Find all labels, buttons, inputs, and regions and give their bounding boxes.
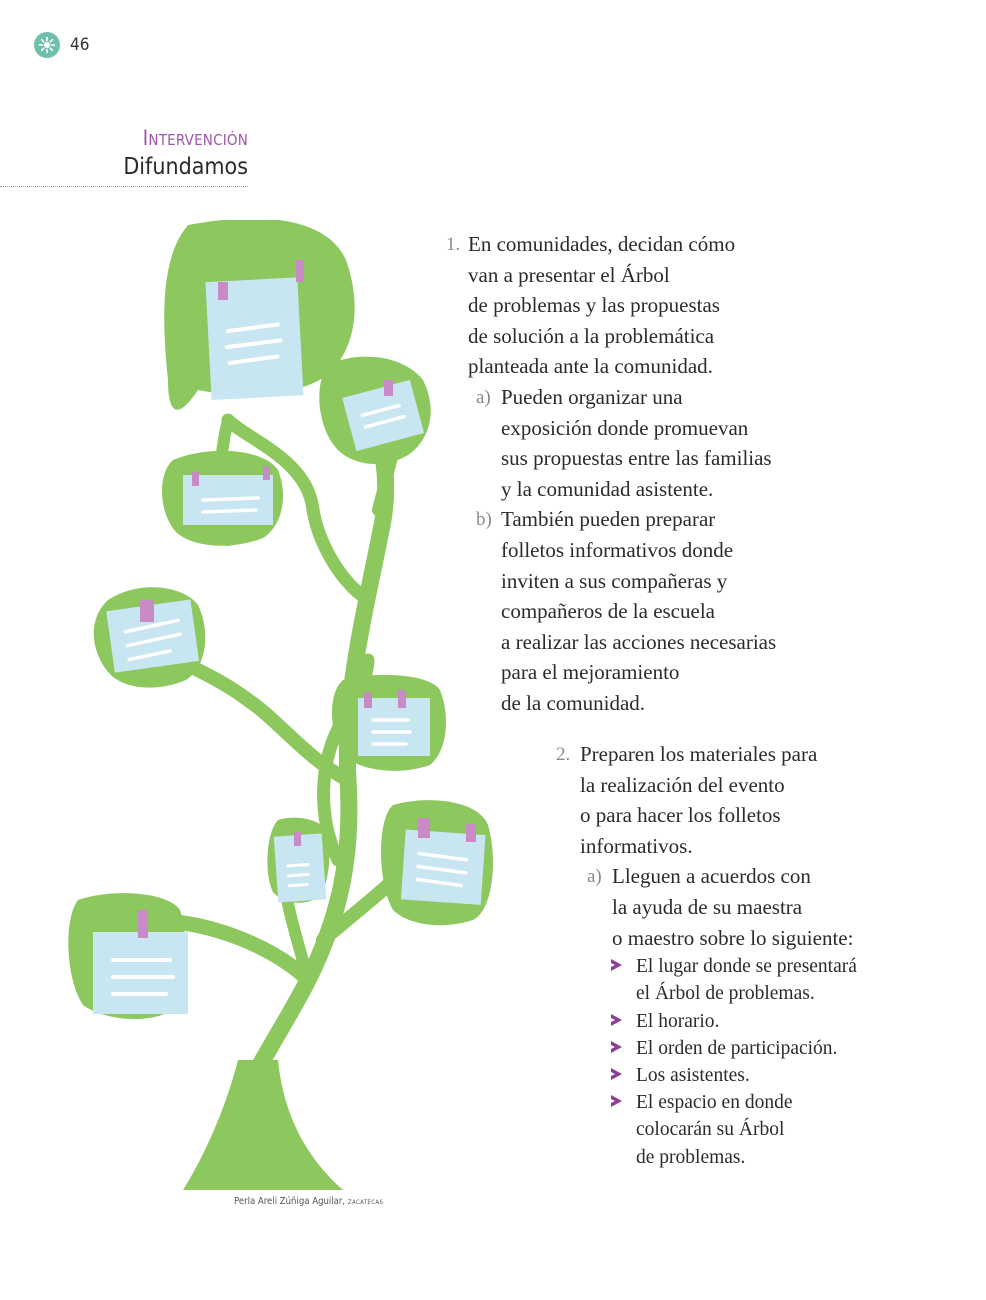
- sub-item-line: a realizar las acciones necesarias: [501, 629, 777, 654]
- list-item-line: El espacio en donde: [636, 1092, 793, 1114]
- sub-item-line: de la comunidad.: [501, 690, 646, 715]
- sub-item-line: la ayuda de su maestra: [612, 894, 803, 919]
- sub-item-line: Pueden organizar una: [501, 384, 683, 409]
- item-text-line: Preparen los materiales para: [580, 742, 818, 766]
- sub-item-line: para el mejoramiento: [501, 660, 680, 685]
- sub-item-letter: a): [587, 866, 602, 888]
- tree-illustration: [68, 220, 498, 1195]
- sub-item-line: o maestro sobre lo siguiente:: [612, 925, 854, 950]
- sub-item-line: compañeros de la escuela: [501, 599, 715, 624]
- item-number: 2.: [556, 744, 571, 765]
- sub-item-a: [587, 861, 857, 1170]
- list-item: [636, 953, 857, 1007]
- item-text-line: informativos.: [580, 833, 693, 858]
- sub-item-letter: a): [476, 386, 491, 408]
- sub-item-line: inviten a sus compañeras y: [501, 568, 728, 593]
- arrow-bullet-icon: [611, 1095, 622, 1107]
- list-item-line: de problemas.: [636, 1146, 746, 1168]
- list-item: [636, 1089, 857, 1171]
- page-number: 46: [70, 35, 90, 55]
- list-item-line: colocarán su Árbol: [636, 1119, 785, 1141]
- list-item-line: el Árbol de problemas.: [636, 983, 815, 1005]
- agreement-list: [636, 953, 857, 1171]
- sub-item-line: y la comunidad asistente.: [501, 476, 714, 501]
- section-heading: [0, 124, 248, 187]
- compass-icon: [34, 32, 60, 58]
- list-item: [636, 1008, 857, 1035]
- section-kicker: Intervención: [142, 126, 248, 150]
- list-item-line: El orden de participación.: [636, 1037, 838, 1059]
- list-item: [636, 1062, 857, 1089]
- list-item-line: El horario.: [636, 1010, 720, 1032]
- item-text-line: la realización del evento: [580, 772, 785, 797]
- sub-item-a: [476, 382, 776, 504]
- list-item: [636, 1035, 857, 1062]
- sub-item-line: folletos informativos donde: [501, 537, 734, 562]
- arrow-bullet-icon: [611, 1068, 622, 1080]
- list-item-line: Los asistentes.: [636, 1064, 750, 1086]
- illustration-credit: [234, 1196, 383, 1207]
- arrow-bullet-icon: [611, 1014, 622, 1026]
- arrow-bullet-icon: [611, 1041, 622, 1053]
- activity-item-2: [556, 739, 857, 1171]
- item-text-line: planteada ante la comunidad.: [468, 354, 713, 379]
- list-item-line: El lugar donde se presentará: [636, 956, 857, 978]
- sub-item-line: sus propuestas entre las familias: [501, 446, 772, 471]
- item-text-line: En comunidades, decidan cómo: [468, 232, 736, 256]
- sub-item-letter: b): [476, 509, 492, 531]
- arrow-bullet-icon: [611, 959, 622, 971]
- item-text-line: de solución a la problemática: [468, 323, 715, 348]
- item-number: 1.: [446, 234, 461, 255]
- item-text-line: van a presentar el Árbol: [468, 262, 670, 287]
- item-text-line: de problemas y las propuestas: [468, 293, 720, 318]
- credit-author: Perla Areli Zúñiga Aguilar,: [234, 1196, 346, 1207]
- sub-item-line: exposición donde promuevan: [501, 415, 749, 440]
- sub-item-b: [476, 504, 777, 718]
- credit-place: zacatecas: [347, 1197, 384, 1207]
- activity-item-1: [446, 229, 777, 719]
- section-title: Difundamos: [123, 154, 248, 180]
- sub-item-line: Lleguen a acuerdos con: [612, 864, 811, 889]
- item-text-line: o para hacer los folletos: [580, 803, 781, 828]
- page-header: [34, 32, 89, 58]
- sub-item-line: También pueden preparar: [501, 507, 716, 532]
